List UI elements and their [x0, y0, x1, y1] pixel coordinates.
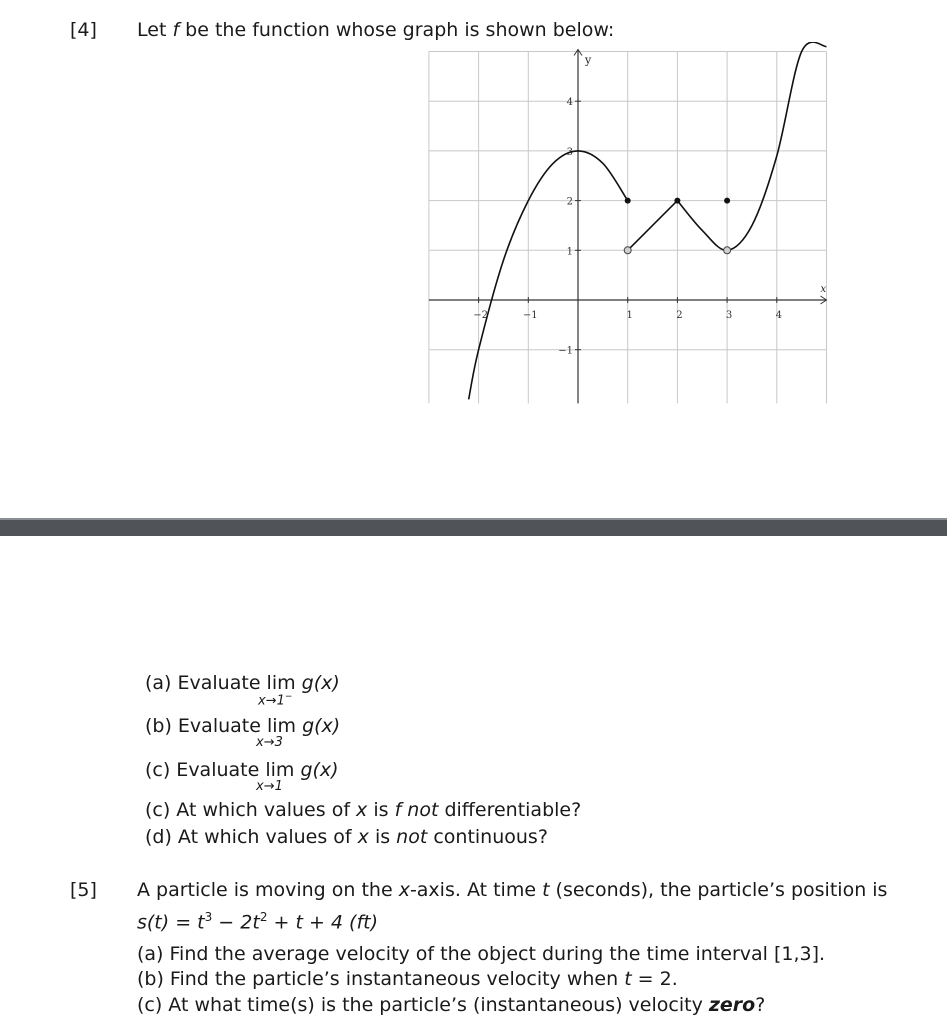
p5-l1-a: A particle is moving on the [137, 879, 399, 901]
closed-point [674, 198, 680, 204]
p5-eq-mid: − 2t [212, 911, 260, 934]
p5-c-post: ? [755, 994, 766, 1016]
q4-b-label: (b) Evaluate lim [145, 715, 303, 737]
intro-pre: Let [137, 19, 173, 41]
x-tick-label: −2 [473, 310, 488, 321]
problem-5-intro [137, 879, 887, 901]
q4-a-limit-sub [258, 692, 292, 708]
curve-piece3 [677, 42, 826, 250]
x-axis-label: x [820, 284, 827, 295]
q4-c2-x: x [356, 799, 368, 821]
q4-part-b [145, 715, 340, 737]
open-point [724, 247, 731, 254]
y-tick-label: 1 [566, 246, 573, 258]
q4-d-c: continuous? [427, 826, 548, 848]
q4-d-not: not [396, 826, 428, 848]
x-tick-label: 1 [626, 310, 633, 321]
p5-c-pre: (c) At what time(s) is the particle’s (instantaneous) velocity [137, 994, 709, 1016]
p5-l1-t: t [542, 879, 550, 901]
q4-a-sub: x→1 [258, 693, 285, 709]
p5-part-b [137, 968, 678, 990]
x-tick-label: 2 [676, 310, 683, 321]
q4-a-label: (a) Evaluate lim [145, 672, 302, 694]
p5-l1-b: -axis. At time [409, 879, 543, 901]
p5-position-equation [137, 910, 378, 933]
open-point [624, 247, 631, 254]
q4-b-limit-sub: x→3 [256, 735, 283, 750]
function-graph [428, 42, 848, 404]
problem-5-number: [5] [70, 879, 97, 901]
p5-l1-c: (seconds), the particle’s position is [549, 879, 888, 901]
q4-d-a: (d) At which values of [145, 826, 358, 848]
p5-c-zero: zero [708, 994, 756, 1016]
q4-a-sup: − [284, 692, 293, 702]
q4-c2-a: (c) At which values of [145, 799, 357, 821]
p5-b-t: t [624, 968, 632, 990]
p5-eq-s: s(t) = t [137, 911, 205, 934]
curve-piece2 [628, 201, 678, 251]
problem-4-intro [137, 19, 614, 41]
q4-part-d [145, 826, 548, 848]
p5-part-a: (a) Find the average velocity of the object during the time interval [1,3]. [137, 943, 826, 965]
q4-c1-func: g(x) [300, 759, 339, 781]
closed-point [625, 198, 631, 204]
problem-4-number: [4] [70, 19, 97, 41]
p5-l1-x: x [398, 879, 410, 901]
page-divider [0, 518, 947, 536]
q4-d-x: x [357, 826, 369, 848]
graph-grid [429, 52, 827, 404]
y-tick-label: −1 [558, 345, 573, 357]
page-divider-highlight [0, 518, 947, 520]
q4-a-func: g(x) [301, 672, 340, 694]
q4-d-b: is [368, 826, 397, 848]
x-tick-label: 3 [725, 310, 733, 321]
y-tick-label: 3 [566, 146, 573, 158]
curve-piece1 [469, 151, 628, 400]
q4-part-c2 [145, 799, 581, 821]
intro-f: f [172, 19, 180, 41]
p5-eq-exp3: 3 [204, 910, 213, 924]
p5-part-c [137, 994, 765, 1016]
q4-c2-c: differentiable? [438, 799, 582, 821]
q4-part-a [145, 672, 340, 694]
y-axis-label: y [585, 53, 592, 67]
closed-point [724, 198, 730, 204]
x-tick-label: −1 [522, 310, 538, 321]
intro-post: be the function whose graph is shown below: [179, 19, 615, 41]
p5-b-pre: (b) Find the particle’s instantaneous velocity when [137, 968, 625, 990]
p5-eq-exp2: 2 [259, 910, 268, 924]
q4-part-c1 [145, 759, 339, 781]
q4-b-func: g(x) [302, 715, 341, 737]
graph-curves [469, 42, 827, 399]
y-tick-label: 4 [566, 97, 573, 109]
q4-c2-b: is [367, 799, 395, 821]
x-tick-label: 4 [775, 310, 782, 321]
q4-c1-limit-sub: x→1 [256, 779, 283, 794]
p5-b-post: = 2. [631, 968, 678, 990]
p5-eq-end: + t + 4 (ft) [267, 911, 378, 934]
y-tick-label: 2 [566, 196, 573, 208]
q4-c2-f: f not [394, 799, 439, 821]
q4-c1-label: (c) Evaluate lim [145, 759, 301, 781]
